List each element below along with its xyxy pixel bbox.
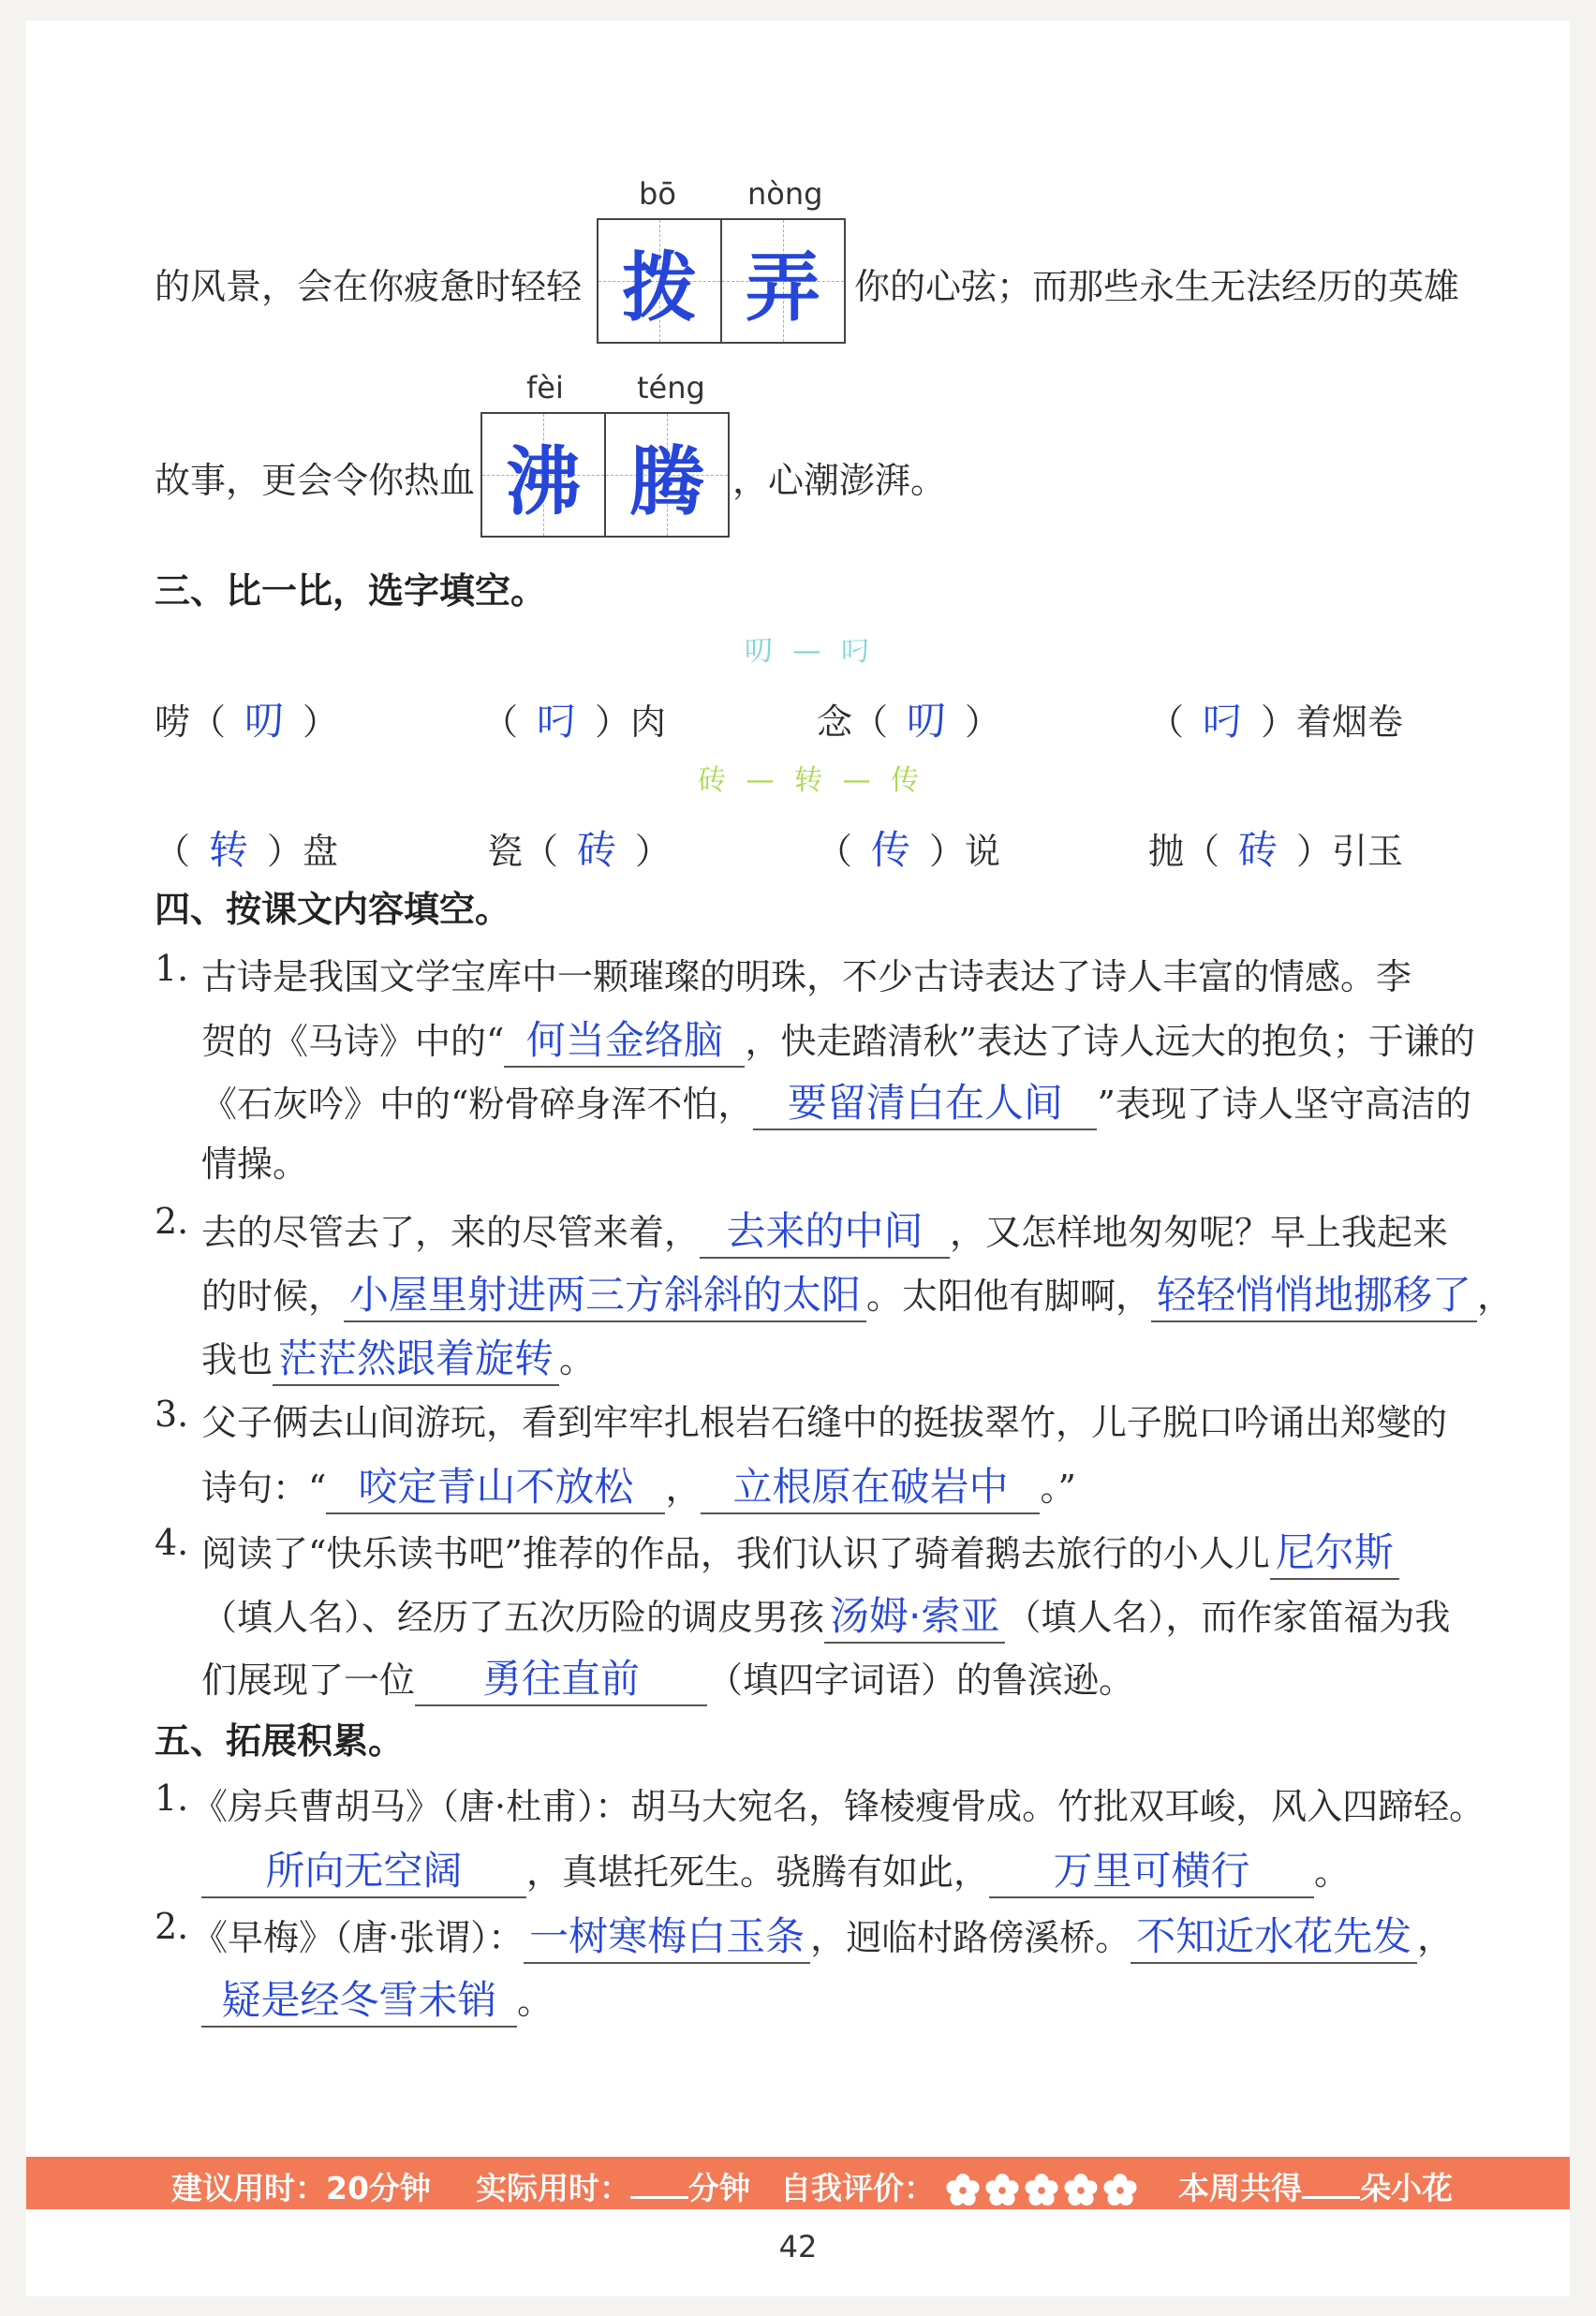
answer-blank: 尼尔斯	[1270, 1522, 1399, 1580]
answer-blank: 立根原在破岩中	[701, 1456, 1040, 1514]
intro-text: 你的心弦；而那些永生无法经历的英雄	[854, 266, 1460, 307]
question-text: 所向无空阔 ，真堪托死生。骁腾有如此， 万里可横行 。	[201, 1840, 1350, 1898]
character-grid	[597, 218, 846, 344]
answer-blank: 万里可横行	[989, 1840, 1314, 1898]
fill-item: 抛（ 砖 ）引玉	[1148, 827, 1404, 873]
actual-time: 实际用时： 分钟	[476, 2170, 750, 2206]
question-text: 我也 茫茫然跟着旋转 。	[201, 1328, 595, 1386]
question-text: 父子俩去山间游玩，看到牢牢扎根岩石缝中的挺拔翠竹，儿子脱口吟诵出郑燮的	[201, 1402, 1448, 1443]
pinyin: nòng	[747, 176, 823, 212]
self-evaluation: 自我评价：	[780, 2164, 1137, 2208]
answer-blank: 不知近水花先发	[1130, 1906, 1417, 1964]
intro-text: 的风景，会在你疲惫时轻轻	[155, 266, 583, 307]
answer-blank: 一树寒梅白玉条	[524, 1906, 810, 1964]
answer-blank: 汤姆·索亚	[824, 1586, 1005, 1644]
flower-icon	[1025, 2174, 1058, 2207]
blank-line	[630, 2170, 688, 2199]
fill-item: （ 转 ）盘	[155, 827, 339, 873]
section-heading: 五、拓展积累。	[155, 1720, 405, 1762]
fill-item: 唠（ 叨 ）	[155, 698, 339, 744]
question-number: 3.	[155, 1394, 189, 1435]
grid-cell: 腾	[604, 414, 728, 536]
pinyin: téng	[637, 370, 705, 406]
question-text: 古诗是我国文学宝库中一颗璀璨的明珠，不少古诗表达了诗人丰富的情感。李	[201, 956, 1412, 997]
question-text: 《房兵曹胡马》（唐·杜甫）：胡马大宛名，锋棱瘦骨成。竹批双耳峻，风入四蹄轻。	[192, 1786, 1485, 1827]
section-heading: 三、比一比，选字填空。	[155, 570, 547, 612]
question-number: 1.	[155, 948, 189, 989]
question-text: 诗句：“ 咬定青山不放松 ， 立根原在破岩中 。”	[201, 1456, 1076, 1514]
question-text: 们展现了一位 勇往直前 （填四字词语）的鲁滨逊。	[201, 1648, 1134, 1706]
weekly-flowers: 本周共得 朵小花	[1178, 2170, 1453, 2206]
answer-blank: 疑是经冬雪未销	[201, 1969, 517, 2028]
question-text: 《早梅》（唐·张谓）： 一树寒梅白玉条 ，迥临村路傍溪桥。 不知近水花先发 ，	[192, 1906, 1453, 1964]
fill-item: （ 叼 ）肉	[482, 698, 667, 744]
answer-blank: 咬定青山不放松	[326, 1456, 665, 1514]
answer-blank: 小屋里射进两三方斜斜的太阳	[344, 1264, 866, 1322]
answer-blank: 茫茫然跟着旋转	[273, 1328, 559, 1386]
question-number: 2.	[155, 1906, 189, 1947]
flower-icon	[946, 2174, 980, 2207]
question-text: 阅读了“快乐读书吧”推荐的作品，我们认识了骑着鹅去旅行的小人儿 尼尔斯	[201, 1522, 1399, 1580]
fill-item: 瓷（ 砖 ）	[487, 827, 672, 873]
question-number: 2.	[155, 1201, 189, 1242]
intro-text: ，心潮澎湃。	[732, 460, 947, 501]
suggested-time: 建议用时：20分钟	[171, 2170, 431, 2206]
question-text: （填人名）、经历了五次历险的调皮男孩 汤姆·索亚 （填人名），而作家笛福为我	[201, 1586, 1450, 1644]
answer-blank: 何当金络脑	[504, 1010, 745, 1068]
page-number: 42	[778, 2229, 818, 2264]
fill-item: （ 传 ）说	[817, 827, 1001, 873]
grid-cell: 弄	[720, 220, 844, 342]
flower-icon	[1103, 2174, 1137, 2207]
flower-icon	[1064, 2174, 1098, 2207]
question-text: 的时候， 小屋里射进两三方斜斜的太阳 。太阳他有脚啊， 轻轻悄悄地挪移了 ，	[201, 1264, 1513, 1322]
question-text: 去的尽管去了，来的尽管来着， 去来的中间 ，又怎样地匆匆呢？早上我起来	[201, 1201, 1448, 1259]
grid-cell: 拨	[598, 220, 720, 342]
question-number: 4.	[155, 1522, 189, 1563]
hint-characters: 叨 — 叼	[745, 635, 876, 668]
pinyin: fèi	[526, 370, 564, 406]
character-grid	[480, 412, 730, 538]
intro-text: 故事，更会令你热血	[155, 460, 476, 501]
question-number: 1.	[155, 1778, 189, 1819]
question-text: 《石灰吟》中的“粉骨碎身浑不怕， 要留清白在人间 ”表现了诗人坚守高洁的	[201, 1072, 1471, 1130]
answer-blank: 轻轻悄悄地挪移了	[1151, 1264, 1477, 1322]
question-text: 贺的《马诗》中的“ 何当金络脑 ，快走踏清秋”表达了诗人远大的抱负；于谦的	[201, 1010, 1475, 1068]
section-heading: 四、按课文内容填空。	[155, 889, 511, 930]
question-text: 疑是经冬雪未销 。	[201, 1969, 553, 2028]
blank-line	[1302, 2170, 1360, 2199]
footer-bar	[26, 2157, 1570, 2209]
question-text: 情操。	[201, 1143, 309, 1185]
pinyin: bō	[639, 176, 676, 212]
answer-blank: 所向无空阔	[201, 1840, 526, 1898]
flower-icon	[985, 2174, 1019, 2207]
fill-item: 念（ 叨 ）	[817, 698, 1001, 744]
answer-blank: 去来的中间	[700, 1201, 950, 1259]
fill-item: （ 叼 ）着烟卷	[1148, 698, 1404, 744]
grid-cell: 沸	[482, 414, 604, 536]
answer-blank: 勇往直前	[415, 1648, 707, 1706]
hint-characters: 砖 — 转 — 传	[698, 764, 925, 797]
answer-blank: 要留清白在人间	[753, 1072, 1097, 1130]
